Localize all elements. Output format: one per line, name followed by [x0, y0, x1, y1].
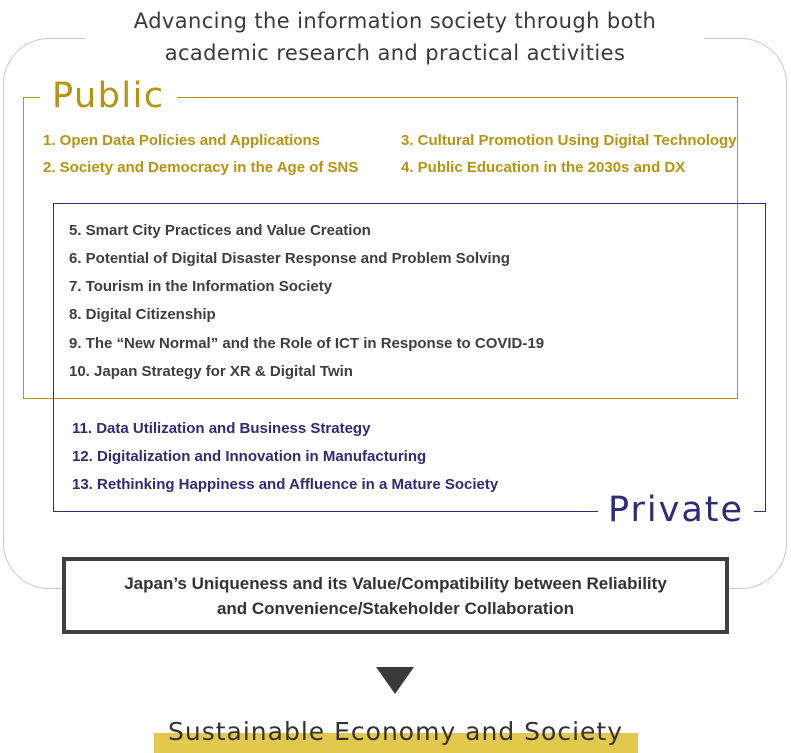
down-arrow-icon: [376, 667, 414, 694]
shared-item-5: 5. Smart City Practices and Value Creation: [69, 222, 371, 239]
heading-line-1: Advancing the information society through both: [133, 9, 657, 33]
private-item-12: 12. Digitalization and Innovation in Manufacturing: [72, 448, 427, 465]
goal-title: Sustainable Economy and Society: [168, 717, 623, 746]
shared-item-7: 7. Tourism in the Information Society: [69, 278, 333, 295]
diagram-heading: [86, 3, 704, 71]
shared-item-10: 10. Japan Strategy for XR & Digital Twin: [69, 363, 353, 380]
core-line-2: and Convenience/Stakeholder Collaboration: [216, 598, 575, 618]
public-item-4: 4. Public Education in the 2030s and DX: [401, 159, 686, 176]
public-item-2: 2. Society and Democracy in the Age of SNS: [43, 159, 359, 176]
public-item-3: 3. Cultural Promotion Using Digital Technology: [401, 132, 737, 149]
private-item-11: 11. Data Utilization and Business Strategy: [72, 420, 371, 437]
shared-item-8: 8. Digital Citizenship: [69, 306, 216, 323]
public-item-1: 1. Open Data Policies and Applications: [43, 132, 321, 149]
private-item-13: 13. Rethinking Happiness and Affluence in a Mature Society: [72, 476, 499, 493]
shared-item-9: 9. The “New Normal” and the Role of ICT in Response to COVID-19: [69, 335, 545, 352]
private-label: Private: [598, 488, 754, 532]
core-line-1: Japan’s Uniqueness and its Value/Compatibility between Reliability: [124, 573, 667, 593]
heading-line-2: academic research and practical activities: [164, 41, 626, 65]
public-label: Public: [40, 74, 177, 118]
shared-item-6: 6. Potential of Digital Disaster Response and Problem Solving: [69, 250, 510, 267]
core-values-box: [62, 557, 729, 634]
